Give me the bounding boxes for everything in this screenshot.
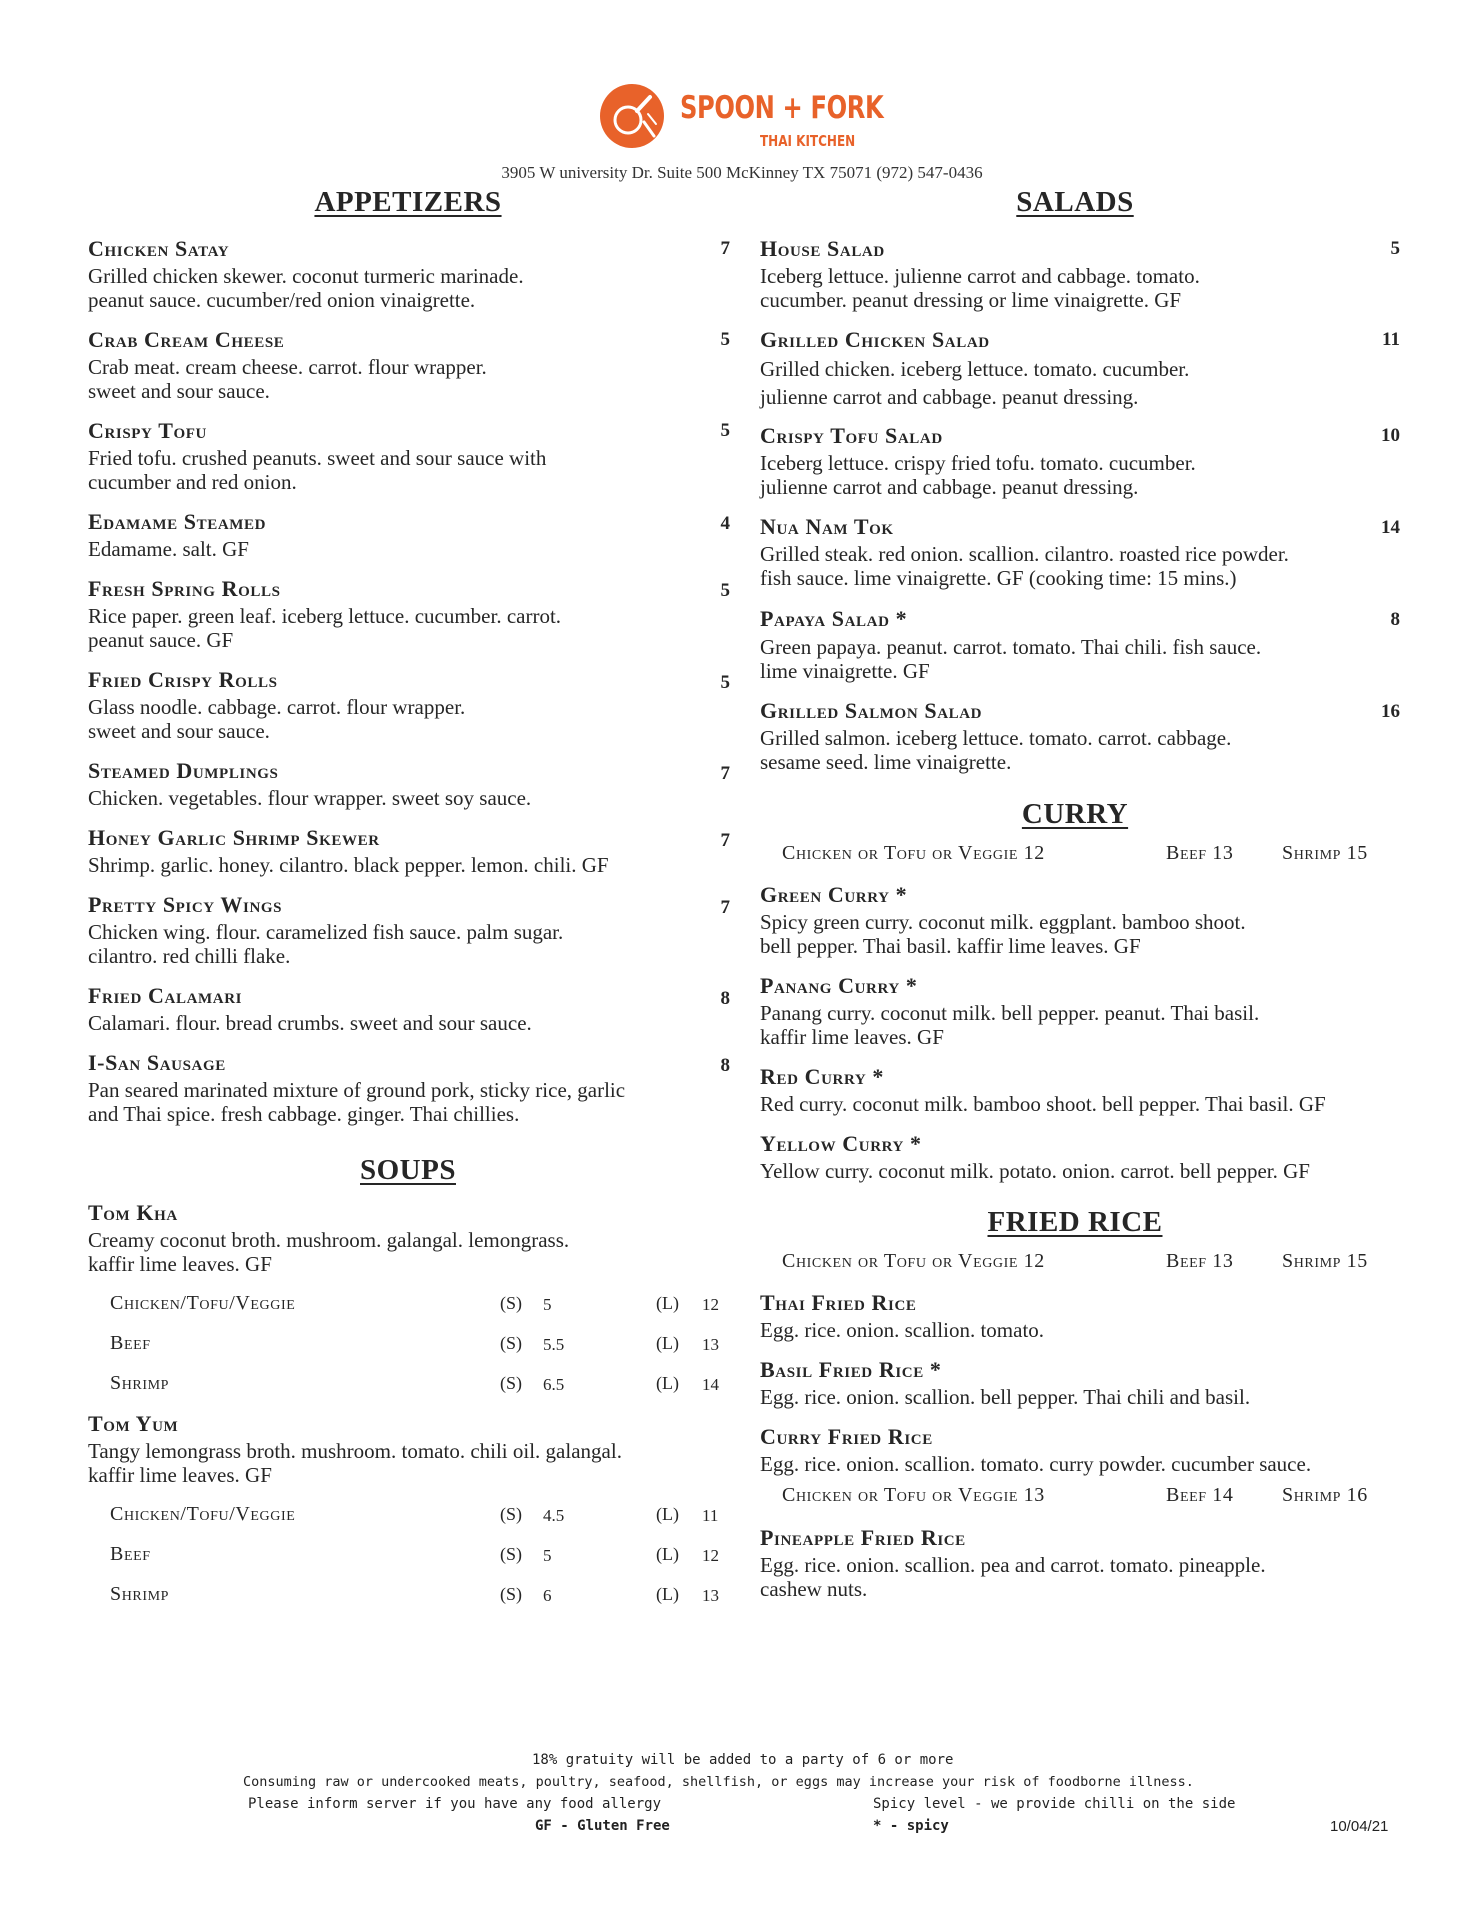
soup-price-small: 5.5 [543, 1335, 565, 1354]
address: 3905 W university Dr. Suite 500 McKinney TX 75071 (972) 547-0436 [501, 163, 983, 182]
footer-gf-legend: GF - Gluten Free [535, 1818, 670, 1834]
section-title-soups: SOUPS [360, 1154, 456, 1186]
item-name: Curry Fried Rice [760, 1424, 933, 1449]
item-description: Grilled steak. red onion. scallion. cilantro. roasted rice powder. fish sauce. lime vinaigrette. GF (cooking time: 15 mins.) [760, 542, 1289, 590]
soup-size-large: (L) [656, 1293, 679, 1313]
footer-spicy-note: Spicy level - we provide chilli on the side [873, 1796, 1236, 1812]
item-price: 5 [720, 329, 730, 350]
item-name: Fried Calamari [88, 983, 243, 1008]
fried-rice-pricing-beef: Beef 13 [1166, 1250, 1234, 1272]
item-description: Grilled chicken skewer. coconut turmeric marinade. peanut sauce. cucumber/red onion vinaigrette. [88, 264, 524, 312]
item-price: 8 [720, 1055, 730, 1076]
item-description: Egg. rice. onion. scallion. tomato. curry powder. cucumber sauce. [760, 1452, 1312, 1476]
item-description: Egg. rice. onion. scallion. tomato. [760, 1318, 1045, 1342]
item-price: 7 [720, 763, 730, 784]
item-name: Grilled Chicken Salad [760, 327, 990, 352]
soup-size-large: (L) [656, 1544, 679, 1564]
footer-date: 10/04/21 [1330, 1818, 1389, 1835]
item-name: Crispy Tofu [88, 418, 207, 443]
item-description: Glass noodle. cabbage. carrot. flour wrapper. sweet and sour sauce. [88, 695, 466, 743]
item-price: 10 [1381, 425, 1400, 446]
item-name: Honey Garlic Shrimp Skewer [88, 825, 380, 850]
item-description: Egg. rice. onion. scallion. pea and carrot. tomato. pineapple. cashew nuts. [760, 1553, 1266, 1601]
item-price: 16 [1381, 701, 1400, 722]
soup-option-name: Shrimp [110, 1583, 170, 1605]
soup-size-large: (L) [656, 1333, 679, 1353]
fried-rice-pricing-chicken: Chicken or Tofu or Veggie 12 [782, 1250, 1045, 1272]
item-name: I-San Sausage [88, 1050, 226, 1075]
item-price: 4 [720, 513, 730, 534]
item-description: Fried tofu. crushed peanuts. sweet and sour sauce with cucumber and red onion. [88, 446, 547, 494]
soup-price-large: 13 [702, 1335, 719, 1354]
soup-size-small: (S) [500, 1373, 522, 1393]
footer-warning: Consuming raw or undercooked meats, poultry, seafood, shellfish, or eggs may increase your risk of foodborne illness. [243, 1774, 1194, 1790]
item-name: Green Curry * [760, 882, 908, 907]
item-price: 5 [720, 672, 730, 693]
item-description: Chicken. vegetables. flour wrapper. sweet soy sauce. [88, 786, 532, 810]
item-description: Creamy coconut broth. mushroom. galangal. lemongrass. kaffir lime leaves. GF [88, 1228, 570, 1276]
item-description: Panang curry. coconut milk. bell pepper. peanut. Thai basil. kaffir lime leaves. GF [760, 1001, 1260, 1049]
soup-option-name: Shrimp [110, 1372, 170, 1394]
item-name: Fried Crispy Rolls [88, 667, 278, 692]
brand-subtitle: THAI KITCHEN [760, 132, 856, 150]
item-name: Nua Nam Tok [760, 514, 894, 539]
item-price: 7 [720, 897, 730, 918]
item-description: Red curry. coconut milk. bamboo shoot. bell pepper. Thai basil. GF [760, 1092, 1326, 1116]
soup-option-name: Beef [110, 1543, 151, 1565]
item-description: Egg. rice. onion. scallion. bell pepper. Thai chili and basil. [760, 1385, 1251, 1409]
section-title-fried-rice: FRIED RICE [987, 1206, 1163, 1238]
item-name: Crab Cream Cheese [88, 327, 285, 352]
item-name: Basil Fried Rice * [760, 1357, 942, 1382]
item-description: Rice paper. green leaf. iceberg lettuce. cucumber. carrot. peanut sauce. GF [88, 604, 562, 652]
item-description: Iceberg lettuce. crispy fried tofu. tomato. cucumber. julienne carrot and cabbage. peanut dressing. [760, 451, 1196, 499]
item-name: Yellow Curry * [760, 1131, 922, 1156]
section-title-curry: CURRY [1021, 798, 1129, 830]
item-name: Chicken Satay [88, 236, 230, 261]
item-description: Chicken wing. flour. caramelized fish sauce. palm sugar. cilantro. red chilli flake. [88, 920, 564, 968]
item-name: Crispy Tofu Salad [760, 423, 943, 448]
item-description: Grilled chicken. iceberg lettuce. tomato. cucumber. julienne carrot and cabbage. peanut dressing. [760, 357, 1190, 409]
item-name: Fresh Spring Rolls [88, 576, 281, 601]
soup-option-name: Chicken/Tofu/Veggie [110, 1292, 296, 1314]
item-description: Shrimp. garlic. honey. cilantro. black pepper. lemon. chili. GF [88, 853, 609, 877]
soup-size-small: (S) [500, 1333, 522, 1353]
soup-price-small: 6 [543, 1586, 552, 1605]
item-name: Pretty Spicy Wings [88, 892, 283, 917]
footer-allergy: Please inform server if you have any food allergy [248, 1796, 662, 1812]
section-title-appetizers: APPETIZERS [314, 186, 502, 218]
soup-size-small: (S) [500, 1504, 522, 1524]
footer-spicy-legend: * - spicy [873, 1818, 949, 1834]
item-name: Tom Yum [88, 1411, 179, 1436]
item-price: 14 [1381, 517, 1400, 538]
soup-size-small: (S) [500, 1584, 522, 1604]
item-description: Pan seared marinated mixture of ground pork, sticky rice, garlic and Thai spice. fresh cabbage. ginger. Thai chillies. [88, 1078, 626, 1126]
soup-size-small: (S) [500, 1544, 522, 1564]
soup-price-large: 12 [702, 1295, 719, 1314]
spoon-fork-circle-icon [600, 84, 664, 148]
item-name: Panang Curry * [760, 973, 918, 998]
item-description: Calamari. flour. bread crumbs. sweet and sour sauce. [88, 1011, 532, 1035]
item-description: Crab meat. cream cheese. carrot. flour wrapper. sweet and sour sauce. [88, 355, 487, 403]
soup-price-small: 6.5 [543, 1375, 565, 1394]
brand-logo [600, 84, 900, 162]
item-price: 5 [720, 420, 730, 441]
item-price: 5 [720, 580, 730, 601]
item-description: Tangy lemongrass broth. mushroom. tomato. chili oil. galangal. kaffir lime leaves. GF [88, 1439, 622, 1487]
soup-option-name: Beef [110, 1332, 151, 1354]
item-name: House Salad [760, 236, 885, 261]
curry-pricing-beef: Beef 13 [1166, 842, 1234, 864]
brand-name: SPOON + FORK [680, 90, 884, 126]
item-name: Pineapple Fried Rice [760, 1525, 966, 1550]
soup-price-large: 13 [702, 1586, 719, 1605]
curry-fried-rice-pricing-shrimp: Shrimp 16 [1282, 1484, 1368, 1506]
soup-size-large: (L) [656, 1504, 679, 1524]
item-name: Papaya Salad * [760, 606, 908, 631]
item-price: 7 [720, 830, 730, 851]
item-description: Grilled salmon. iceberg lettuce. tomato. carrot. cabbage. sesame seed. lime vinaigrette. [760, 726, 1232, 774]
section-title-salads: SALADS [1016, 186, 1134, 218]
soup-size-large: (L) [656, 1584, 679, 1604]
item-name: Red Curry * [760, 1064, 885, 1089]
item-price: 8 [720, 988, 730, 1009]
soup-option-name: Chicken/Tofu/Veggie [110, 1503, 296, 1525]
item-price: 7 [720, 238, 730, 259]
item-price: 8 [1390, 609, 1400, 630]
item-description: Iceberg lettuce. julienne carrot and cabbage. tomato. cucumber. peanut dressing or lime vinaigrette. GF [760, 264, 1200, 312]
soup-price-large: 12 [702, 1546, 719, 1565]
item-name: Thai Fried Rice [760, 1290, 917, 1315]
item-price: 5 [1390, 238, 1400, 259]
item-description: Spicy green curry. coconut milk. eggplant. bamboo shoot. bell pepper. Thai basil. kaffir lime leaves. GF [760, 910, 1246, 958]
fried-rice-pricing-shrimp: Shrimp 15 [1282, 1250, 1368, 1272]
item-name: Steamed Dumplings [88, 758, 279, 783]
soup-price-small: 5 [543, 1295, 552, 1314]
soup-price-large: 11 [702, 1506, 719, 1525]
item-description: Edamame. salt. GF [88, 537, 249, 561]
curry-pricing-shrimp: Shrimp 15 [1282, 842, 1368, 864]
item-name: Tom Kha [88, 1200, 178, 1225]
soup-price-large: 14 [702, 1375, 719, 1394]
item-price: 11 [1382, 329, 1400, 350]
item-name: Edamame Steamed [88, 509, 267, 534]
item-description: Yellow curry. coconut milk. potato. onion. carrot. bell pepper. GF [760, 1159, 1310, 1183]
footer-gratuity: 18% gratuity will be added to a party of 6 or more [532, 1752, 954, 1768]
item-name: Grilled Salmon Salad [760, 698, 983, 723]
soup-size-large: (L) [656, 1373, 679, 1393]
soup-size-small: (S) [500, 1293, 522, 1313]
item-description: Green papaya. peanut. carrot. tomato. Thai chili. fish sauce. lime vinaigrette. GF [760, 635, 1262, 683]
soup-price-small: 4.5 [543, 1506, 565, 1525]
curry-fried-rice-pricing-beef: Beef 14 [1166, 1484, 1234, 1506]
curry-pricing-chicken: Chicken or Tofu or Veggie 12 [782, 842, 1045, 864]
curry-fried-rice-pricing-chicken: Chicken or Tofu or Veggie 13 [782, 1484, 1045, 1506]
soup-price-small: 5 [543, 1546, 552, 1565]
